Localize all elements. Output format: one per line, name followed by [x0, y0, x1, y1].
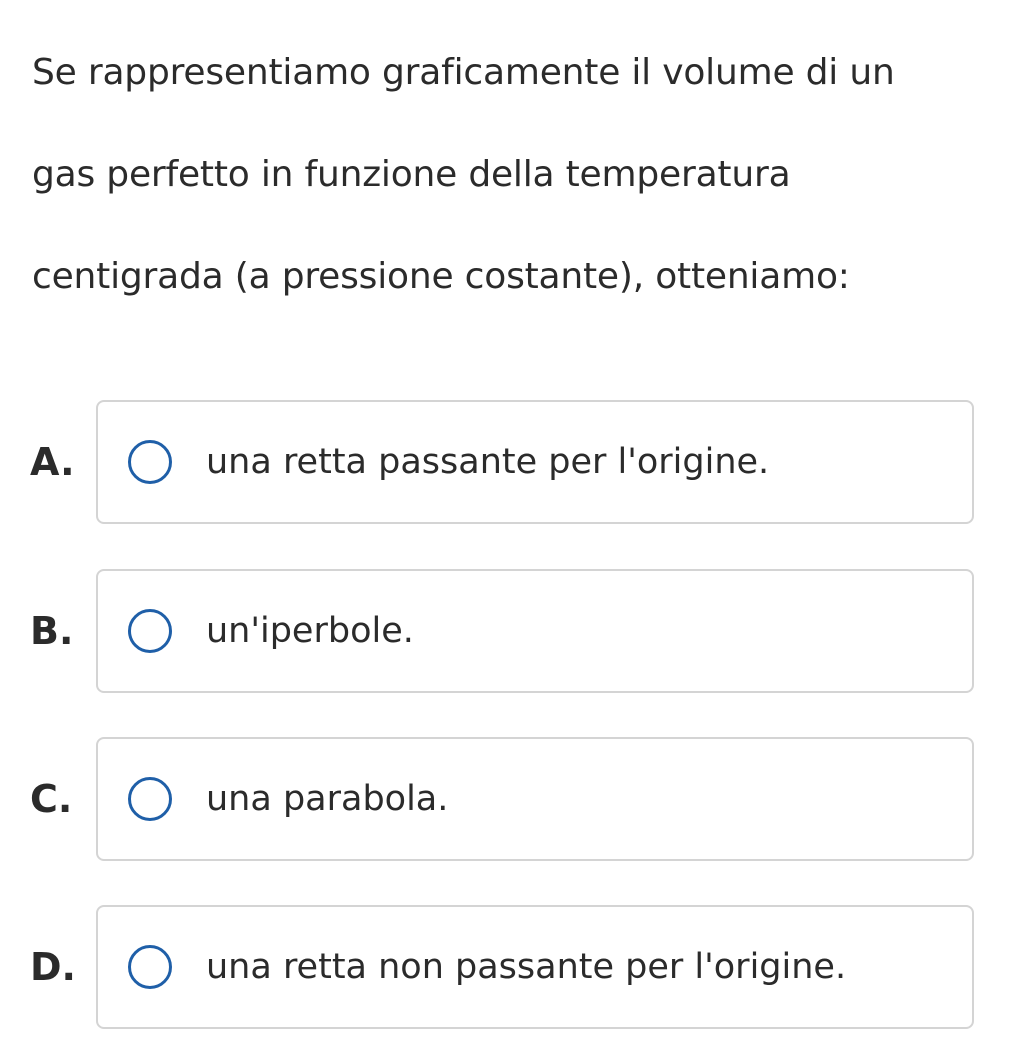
answer-option-b — [0, 569, 1014, 693]
radio-unselected-icon[interactable] — [128, 440, 172, 484]
radio-unselected-icon[interactable] — [128, 609, 172, 653]
answer-card-a[interactable] — [96, 400, 974, 524]
radio-unselected-icon[interactable] — [128, 945, 172, 989]
option-label-d: una retta non passante per l'origine. — [206, 947, 847, 987]
radio-unselected-icon[interactable] — [128, 777, 172, 821]
answer-option-c — [0, 737, 1014, 861]
question-line-1: Se rappresentiamo graficamente il volume di un — [32, 52, 895, 93]
answer-card-d[interactable] — [96, 905, 974, 1029]
question-line-2: gas perfetto in funzione della temperatura — [32, 154, 791, 195]
option-letter-c: C. — [30, 777, 73, 821]
option-label-a: una retta passante per l'origine. — [206, 442, 770, 482]
answer-option-a — [0, 400, 1014, 524]
option-letter-b: B. — [30, 609, 74, 653]
answer-option-d — [0, 905, 1014, 1029]
option-letter-d: D. — [30, 945, 76, 989]
answer-card-c[interactable] — [96, 737, 974, 861]
answer-card-b[interactable] — [96, 569, 974, 693]
question-line-3: centigrada (a pressione costante), otteniamo: — [32, 256, 850, 297]
question-text — [32, 22, 1002, 328]
option-label-b: un'iperbole. — [206, 611, 414, 651]
option-label-c: una parabola. — [206, 779, 449, 819]
option-letter-a: A. — [30, 440, 75, 484]
